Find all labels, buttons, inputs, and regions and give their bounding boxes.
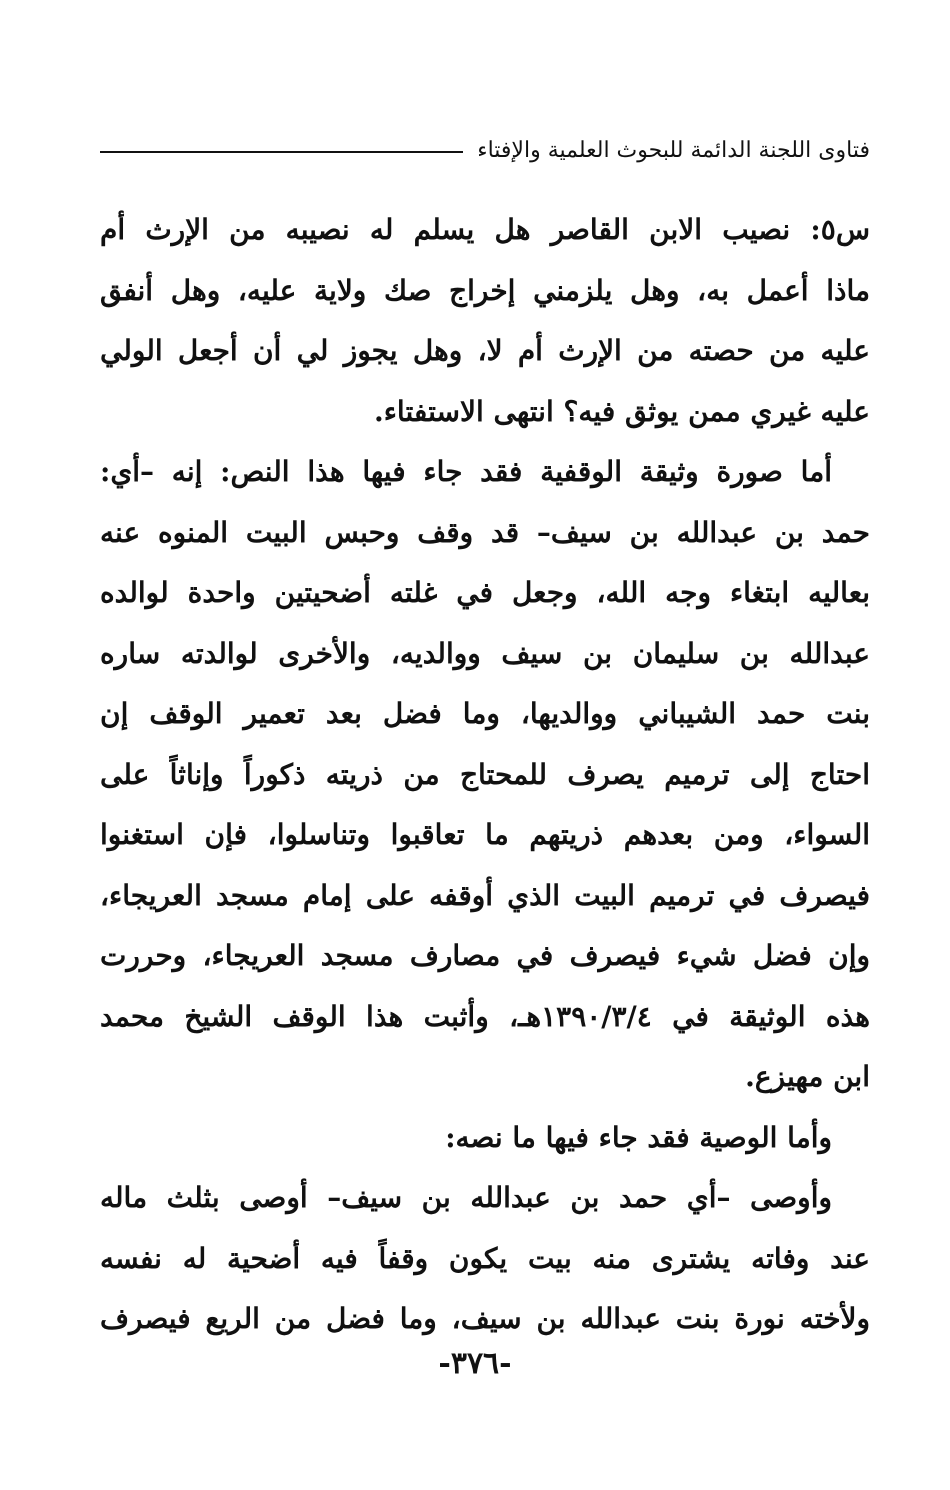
text-line: س٥: نصيب الابن القاصر هل يسلم له نصيبه من الإرث أم xyxy=(100,213,870,246)
text-line: عليه من حصته من الإرث أم لا، وهل يجوز لي أن أجعل الولي xyxy=(100,334,870,367)
text-line: ابن مهيزع. xyxy=(745,1060,870,1093)
text-line: وإن فضل شيء فيصرف في مصارف مسجد العريجاء، وحررت xyxy=(100,939,870,972)
text-line: حمد بن عبدالله بن سيف– قد وقف وحبس البيت المنوه عنه xyxy=(100,515,870,549)
text-line: السواء، ومن بعدهم ذريتهم ما تعاقبوا وتناسلوا، فإن استغنوا xyxy=(100,818,870,851)
text-line: ماذا أعمل به، وهل يلزمني إخراج صك ولاية عليه، وهل أنفق xyxy=(100,273,870,307)
running-title: فتاوى اللجنة الدائمة للبحوث العلمية والإفتاء xyxy=(477,137,870,163)
header-rule xyxy=(100,151,463,153)
text-line: عليه غيري ممن يوثق فيه؟ انتهى الاستفتاء. xyxy=(374,394,870,428)
text-line: عند وفاته يشترى منه بيت يكون وقفاً فيه أضحية له نفسه xyxy=(100,1241,870,1275)
page-header xyxy=(100,128,870,172)
text-line: عبدالله بن سليمان بن سيف ووالديه، والأخرى لوالدته ساره xyxy=(100,636,870,670)
text-line: ولأخته نورة بنت عبدالله بن سيف، وما فضل من الريع فيصرف xyxy=(100,1302,870,1335)
page-number: -٣٧٦- xyxy=(438,1346,512,1381)
text-line: بعاليه ابتغاء وجه الله، وجعل في غلته أضحيتين واحدة لوالده xyxy=(100,576,870,609)
text-line: أما صورة وثيقة الوقفية فقد جاء فيها هذا النص: إنه –أي: xyxy=(100,455,832,488)
text-line: بنت حمد الشيباني ووالديها، وما فضل بعد تعمير الوقف إن xyxy=(100,697,870,730)
text-line: احتاج إلى ترميم يصرف للمحتاج من ذريته ذكوراً وإناثاً على xyxy=(100,757,870,791)
body-text xyxy=(100,200,870,1350)
text-line: وأما الوصية فقد جاء فيها ما نصه: xyxy=(445,1120,832,1154)
text-line: فيصرف في ترميم البيت الذي أوقفه على إمام مسجد العريجاء، xyxy=(100,878,870,912)
text-line: هذه الوثيقة في ١٣٩٠/٣/٤هـ، وأثبت هذا الوقف الشيخ محمد xyxy=(100,999,870,1033)
text-line: وأوصى –أي حمد بن عبدالله بن سيف– أوصى بثلث ماله xyxy=(100,1181,832,1214)
